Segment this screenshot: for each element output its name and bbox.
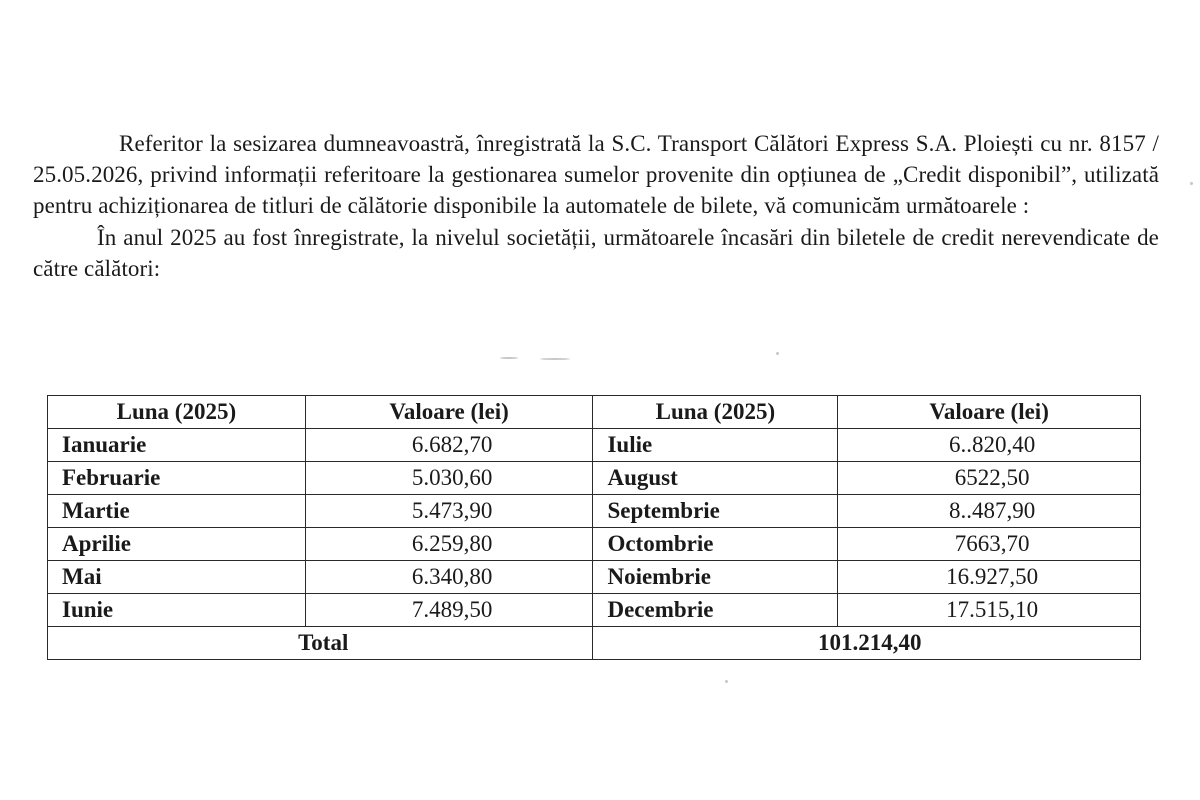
header-value-left: Valoare (lei) [305, 396, 593, 429]
header-month-right: Luna (2025) [593, 396, 838, 429]
total-label: Total [48, 627, 593, 660]
intro-paragraph: Referitor la sesizarea dumneavoastră, înregistrată la S.C. Transport Călători Express S.A. Ploiești cu nr. 8157 / 25.05.2026, privind informații referitoare la gestionarea sumelor provenite din opțiunea de „Credit disponibil”, utilizată pentru achiziționarea de titluri de călătorie disponibile la automatele de bilete, vă comunicăm următoarele : [33, 131, 1159, 218]
header-month-left: Luna (2025) [48, 396, 306, 429]
total-value: 101.214,40 [593, 627, 1141, 660]
table-row [48, 528, 1141, 561]
table-row [48, 429, 1141, 462]
month-cell: Iunie [48, 594, 306, 627]
scan-speck [1190, 182, 1193, 185]
monthly-income-table [47, 395, 1141, 660]
month-cell: Noiembrie [593, 561, 838, 594]
month-cell: Decembrie [593, 594, 838, 627]
scan-speck [776, 352, 779, 355]
header-value-right: Valoare (lei) [838, 396, 1141, 429]
value-cell: 17.515,10 [838, 594, 1141, 627]
month-cell: Iulie [593, 429, 838, 462]
value-cell: 6.340,80 [305, 561, 593, 594]
month-cell: Septembrie [593, 495, 838, 528]
month-cell: Februarie [48, 462, 306, 495]
value-cell: 5.473,90 [305, 495, 593, 528]
value-cell: 6..820,40 [838, 429, 1141, 462]
month-cell: Octombrie [593, 528, 838, 561]
income-paragraph: În anul 2025 au fost înregistrate, la nivelul societății, următoarele încasări din biletele de credit nerevendicate de către călători: [33, 225, 1159, 281]
total-row [48, 627, 1141, 660]
table-row [48, 495, 1141, 528]
table-row [48, 594, 1141, 627]
value-cell: 6522,50 [838, 462, 1141, 495]
value-cell: 6.682,70 [305, 429, 593, 462]
value-cell: 7663,70 [838, 528, 1141, 561]
value-cell: 7.489,50 [305, 594, 593, 627]
table-row [48, 561, 1141, 594]
scan-speck [725, 680, 728, 683]
value-cell: 6.259,80 [305, 528, 593, 561]
month-cell: Mai [48, 561, 306, 594]
scan-speck [540, 358, 570, 360]
month-cell: Ianuarie [48, 429, 306, 462]
value-cell: 5.030,60 [305, 462, 593, 495]
month-cell: Aprilie [48, 528, 306, 561]
month-cell: Martie [48, 495, 306, 528]
scan-speck [500, 357, 518, 359]
value-cell: 16.927,50 [838, 561, 1141, 594]
value-cell: 8..487,90 [838, 495, 1141, 528]
month-cell: August [593, 462, 838, 495]
table-header-row [48, 396, 1141, 429]
table-row [48, 462, 1141, 495]
letter-body [33, 128, 1159, 284]
